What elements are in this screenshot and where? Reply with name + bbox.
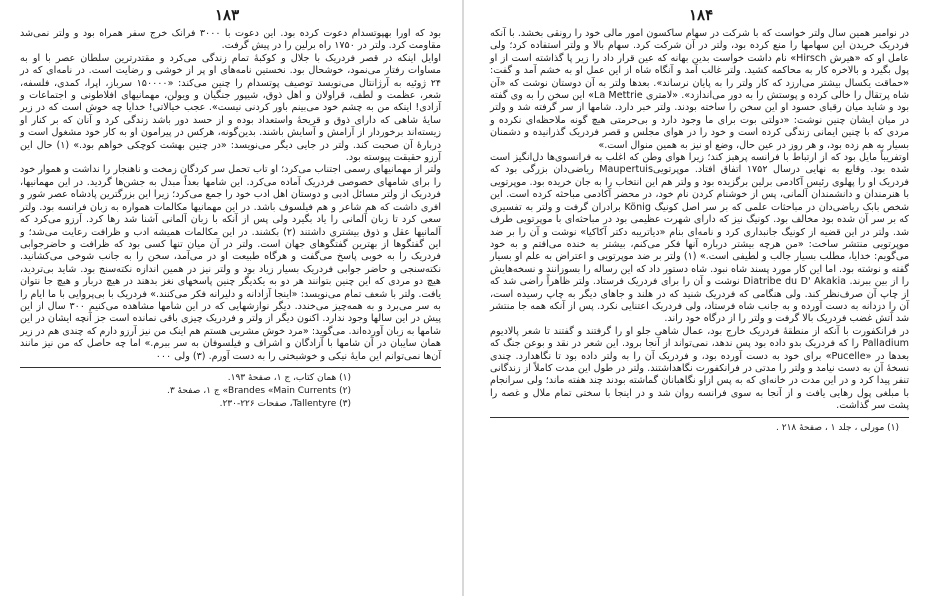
left-footnote-rule xyxy=(20,367,441,368)
left-paragraph-3: ولتر از مهمانیهای رسمی اجتناب می‌کرد؛ او تاب تحمل سر کردگان زمخت و ناهنجار را نداشت و هموار خود را برای شامهای خصوصی فردریک آماده می‌کرد. این شامها بعداً مبدل به جشن‌ها گردید. در این مهمانیها، فردریک از ولتر مسائل ادبی و دوستان اهل ادب خود را جمع می‌کرد؛ زیرا این بزرگترین پادشاه عصر شور و افری داشت که هم شاعر و هم فیلسوف باشد. در این مهمانیها مکالمات همواره به زبان فرانسه بود. ولتر سعی کرد تا زبان آلمانی را یاد بگیرد ولی پس از آنکه با زبان آلمانی آشنا شد رها کرد. آرزو می‌کرد که آلمانیها عقل و ذوق بیشتری داشتند (۲) بکشند. در این مکالمات همیشه ادب و ظرافت رعایت می‌شد؛ و این گفتگوها از بهترین گفتگوهای جهان است. ولتر در آن میان تنها کسی بود که ظرافت و حاضرجوابی فردریک را به خوبی پاسخ می‌گفت و هرگاه طبیعت او در می‌آمد، سخن را به جانب شوخی می‌کشانید. نکته‌سنجی و حاضر جوابی فردریک بسیار زیاد بود و ولتر نیز در همین اندازه نکته‌سنج بود. شاید بی‌تردید، هیچ دو مردی که این چنین بتوانند هر دو به یکدیگر چنین پاسخهای نغز بدهند در هیچ دربار و هیچ جا نتوان یافت. ولتر با شعف تمام می‌نویسد: «اینجا آزادانه و دلیرانه فکر می‌کنند.» فردریک با بی‌پروایی با ما ایام را به سر می‌برد و به همه‌چیز می‌خندد. دیگر نوازشهایی که در این شامها مشاهده می‌کنیم ۳۰۰ سال از این پیش در این سالها وجود ندارد. اکنون دیگر از ولتر و فردریک چیزی باقی نمانده است جز آنچه ایشان در این شامها به زبان آورده‌اند. می‌گوید: «مرد خوش مشربی هستم هم اینک من نیز آرزو دارم که چندی هم در زیر همان سایبان در آن شامها با آزادگان و اشراف و فیلسوفان به سر ببرم.» اما چه حاصل که من نیز مانند آن‌ها نمی‌توانم این مایهٔ نیکی و خوشبختی را به دست آورم. (۳) ولی ۰۰۰ xyxy=(20,164,441,362)
right-paragraph-1: در نوامبر همین سال ولتر خواست که با شرکت در سهام ساکسون امور مالی خود را رونقی بخشد. با آنکه فردریک خریدن این سهامها را منع کرده بود، ولتر در آن شرکت کرد. سهام بالا و ولتر استفاده کرد؛ ولی عامل او که «هیرش Hirsch» نام داشت خواست بدین بهانه که عین قرار داد را زیر پا گذاشته است از او پول بگیرد و بالاخره کار به محاکمه کشید. ولتر غالب آمد و آنگاه شاه از این عمل او به خشم آمد و گفت: «حماقت یکسال بیشتر می‌ارزد که کار ولتر را به پایان نرساند». بعدها ولتر به آن دوستان نوشت که «آن شاه پرتقال را خالی کرده و پوستش را به دور می‌اندازد». «لامتری La Mettrie» این سخن را به وی گفته بود و شاید میان رقبای حسود او این سخن را ساخته بودند. ولتر خبر دارد. شامها از سر گرفته شد و ولتر در میان ایشان چنین نوشت: «دولتی بوت برای ما وجود دارد و بی‌حرمتی هیچ گونه ملاحظه‌ای نکرده و مردی که با چنین ایمانی زندگی کرده است و خود را در هوای مجلس و قصر فردریک گذرانیده و دشمنان بسیار به هم زده بود، و هر روز در عین حال، وضع او نیز به همین منوال است.» xyxy=(490,28,909,151)
right-page xyxy=(464,0,927,596)
left-footnotes xyxy=(20,372,441,411)
left-footnote-1: (۱) همان کتاب، ج ۱، صفحهٔ ۱۹۳. xyxy=(227,372,351,383)
right-paragraph-2: اوتفریباً مایل بود که از ارتباط با فرانسه پرهیز کند؛ زیرا هوای وطن که اغلب به فرانسوی‌ها دل‌انگیز است شده بود. وقایع به نهایی درسال ۱۷۵۲ اتفاق افتاد. موپرتوییMaupertuis ریاضی‌دان بزرگی بود که فردریک او را پهلوی رئیس آکادمی برلین برگزیده بود و ولتر هم این انتخاب را به جان خریده بود. موپرتویی با هنرمندان و دانشمندان آلمانی، پس از خوشنام کردن نام خود، در محضر آکادمی مباحثه کرده است. این شخص بابک ریاضی‌دان در مباحثات علمی که بر سر اصل کونیگ König برادران گرفت و ولتر به تفسیری که بر سر آن شده بود مخالف بود. کونیگ نیز که دارای شهرت عظیمی بود در مباحثه‌ای با موپرتویی طرف شد. ولتر در این قضیه از کونیگ جانبداری کرد و نامه‌ای بنام «دیاتریبه دکتر آکاکیا» نوشت و آن را بر ضد موپرتویی منتشر ساخت: «من هرچه بیشتر درباره آنها فکر می‌کنم، بیشتر به خنده می‌افتم و به خود می‌گویم: خدایا، مطلب بسیار جالب و لطیفی است.» (۱) ولتر بر ضد موپرتویی و اعتراض به علم او بسیار گفته و نوشته بود. اما این کار مورد پسند شاه نبود. شاه دستور داد که این رساله را بسوزانند و نسخه‌هایش را از بین ببرند. Diatribe du D' Akakia نوشت و آن را برای فردریک فرستاد. ولتر ظاهراً راضی شد که از چاپ آن صرف‌نظر کند. ولی هنگامی که فردریک شنید که در هلند و جاهای دیگر به چاپ رسیده است، آن را دزدانه به دست آورده و به جانب شاه فرستاد، ولی فردریک اعتنایی نکرد. پس از آنکه همه جا منتشر شد آتش غضب فردریک بالا گرفت و ولتر را از درگاه خود راند. xyxy=(490,152,909,325)
left-paragraph-2: اوایل اینکه در قصر فردریک با جلال و کوکبهٔ تمام زندگی می‌کرد و مقتدرترین سلطان عصر با او به مساوات رفتار می‌نمود، خوشحال بود. نخستین نامه‌های او پر از خوشی و رضایت است. در نامه‌ای که در ۲۴ ژوئیه به آرژانتال می‌نویسد توصیف پوتسدام را چنین می‌کند: «۱۵۰۰۰۰ سرباز، اپرا، کمدی، فلسفه، شعر، عظمت و لطف، قراولان و اهل ذوق، شیپور جنگیان و ویولن، مهمانیهای افلاطونی و اجتماعات و آزادی! اینکه من به چشم خود می‌بینم باور کردنی نیست». عجب خیالاتی! خدایا چه خوش است که در زیر سایهٔ شاهی که دارای ذوق و قریحهٔ واستعداد بوده و از حسد دور باشد زندگی کرد و آنان که بر کنار او زیسته‌اند برخوردار از آرامش و آسایش باشند. بدین‌گونه، هرکس در پیرامون او به کار خود مشغول است و دربارهٔ آن صحبت کند. ولتر در جایی دیگر می‌نویسد: «در چنین بهشت کوچکی خواهم بود.» (۱) حال این آرزو حقیقت پیوسته بود. xyxy=(20,52,442,164)
left-footnote-2: (۲) Brandes «Main Currents» ج ۱، صفحهٔ ۳. xyxy=(166,385,351,396)
right-footnote-1: (۱) مورلی ، جلد ۱ ، صفحهٔ ۲۱۸ . xyxy=(776,422,899,433)
left-paragraph-1: بود که اورا بهپوتسدام دعوت کرده بود. این دعوت با ۳۰۰۰ فرانک خرج سفر همراه بود و ولتر نمی‌شد مقاومت کرد. ولتر در ۱۷۵۰ راه برلین را در پیش گرفت. xyxy=(20,28,441,52)
left-body-text xyxy=(20,28,441,363)
right-footnotes xyxy=(490,422,909,435)
left-footnote-3: (۳) Tallentyre، صفحات ۲۲۶-۲۳۰. xyxy=(219,398,351,409)
left-page xyxy=(0,0,463,596)
right-paragraph-3: در فرانکفورت با آنکه از منطقهٔ فردریک خارج بود، عمال شاهی جلو او را گرفتند و گفتند تا شعر پالادیوم Palladium را که فردریک بدو داده بود پس ندهد، نمی‌تواند از آنجا برود. این شعر در نقد و بوعن جنگ که بعدها در «Pucelle» برای خود به دست آورده بود، و فردریک آن را به ولتر داده بود تا نگاهدارد. چندی نسخهٔ آن به دست نیامد و ولتر را مدتی در فرانکفورت نگاهداشتند. ولتر در طول این مدت کاملاً از زندگانی تنفر پیدا کرد و در این مدت در خانه‌ای که به پس ازاو نگاهبانان گماشته بودند چند هفته ماند؛ ولی سرانجام با مبلغی پول رهایی یافت و از آنجا به سوی فرانسه روان شد و در اینجا با سختی تمام ملال و غصه را پشت سر گذاشت. xyxy=(490,325,909,412)
page-number-left: ۱۸۳ xyxy=(215,6,240,24)
right-footnote-rule xyxy=(490,417,909,418)
right-body-text xyxy=(490,28,909,413)
page-number-right: ۱۸۴ xyxy=(689,6,714,24)
